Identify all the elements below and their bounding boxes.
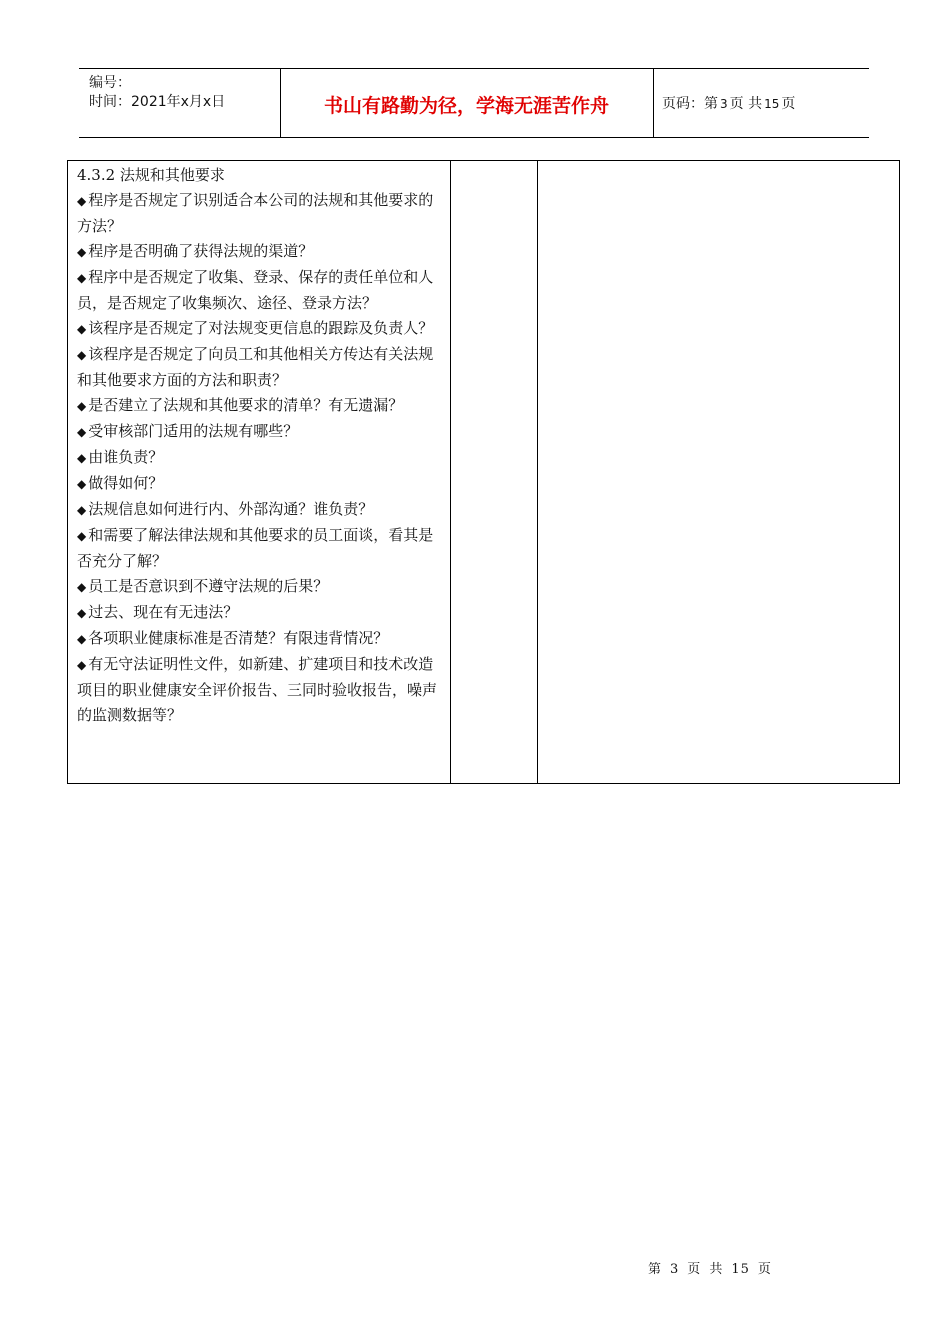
checklist-item [77, 497, 442, 523]
checklist-item-text: 和需要了解法律法规和其他要求的员工面谈，看其是否充分了解？ [77, 526, 434, 570]
checklist-item [77, 342, 442, 393]
checklist-item [77, 523, 442, 574]
diamond-bullet-icon: ◆ [77, 348, 87, 362]
checklist-item [77, 316, 442, 342]
checklist-item [77, 626, 442, 652]
checklist-item-text: 过去、现在有无违法？ [88, 603, 239, 621]
checklist-item-text: 有无守法证明性文件，如新建、扩建项目和技术改造项目的职业健康安全评价报告、三同时验收报告，噪声的监测数据等？ [77, 655, 438, 724]
header-motto: 书山有路勤为径，学海无涯苦作舟 [323, 95, 609, 117]
diamond-bullet-icon: ◆ [77, 425, 87, 439]
section-title: 4.3.2 法规和其他要求 [77, 166, 225, 184]
serial-number-label: 编号： [89, 75, 131, 91]
page-mid: 页 共 [729, 96, 763, 112]
footer-text: 共 [709, 1262, 724, 1277]
footer-page-total: 15 [731, 1262, 750, 1277]
page-header [79, 68, 869, 138]
check-result-cell [451, 161, 538, 784]
checklist-item [77, 471, 442, 497]
page-suffix: 页 [781, 96, 796, 112]
page-total: 15 [764, 97, 780, 111]
footer-page-current: 3 [670, 1262, 680, 1277]
checklist-item-text: 受审核部门适用的法规有哪些？ [88, 422, 299, 440]
checklist-item-text: 该程序是否规定了对法规变更信息的跟踪及负责人？ [88, 319, 434, 337]
diamond-bullet-icon: ◆ [77, 658, 87, 672]
checklist-item [77, 445, 442, 471]
date-text: 时间：2021年x月x日 [89, 94, 226, 110]
checklist-content [68, 161, 450, 728]
diamond-bullet-icon: ◆ [77, 529, 87, 543]
checklist-item-text: 各项职业健康标准是否清楚？有限违背情况？ [88, 629, 389, 647]
diamond-bullet-icon: ◆ [77, 503, 87, 517]
table-row [68, 161, 900, 784]
checklist-item [77, 188, 442, 239]
checklist-item-text: 员工是否意识到不遵守法规的后果？ [88, 577, 329, 595]
diamond-bullet-icon: ◆ [77, 451, 87, 465]
diamond-bullet-icon: ◆ [77, 245, 87, 259]
diamond-bullet-icon: ◆ [77, 399, 87, 413]
checklist-item-text: 该程序是否规定了向员工和其他相关方传达有关法规和其他要求方面的方法和职责？ [77, 345, 434, 389]
diamond-bullet-icon: ◆ [77, 271, 87, 285]
checklist-item [77, 600, 442, 626]
header-page-number [662, 93, 795, 113]
diamond-bullet-icon: ◆ [77, 322, 87, 336]
checklist-item [77, 265, 442, 316]
page-footer [648, 1258, 780, 1277]
footer-text: 页 [687, 1262, 702, 1277]
diamond-bullet-icon: ◆ [77, 580, 87, 594]
checklist-item-text: 由谁负责？ [88, 448, 164, 466]
checklist-item [77, 419, 442, 445]
checklist-questions-cell [68, 161, 451, 784]
checklist-item-text: 程序中是否规定了收集、登录、保存的责任单位和人员，是否规定了收集频次、途径、登录方法？ [77, 268, 434, 312]
checklist-item-text: 做得如何？ [88, 474, 164, 492]
footer-text: 第 [648, 1262, 663, 1277]
diamond-bullet-icon: ◆ [77, 606, 87, 620]
checklist-item [77, 393, 442, 419]
diamond-bullet-icon: ◆ [77, 194, 87, 208]
checklist-item-text: 程序是否规定了识别适合本公司的法规和其他要求的方法？ [77, 191, 434, 235]
checklist-item-text: 程序是否明确了获得法规的渠道？ [88, 242, 314, 260]
diamond-bullet-icon: ◆ [77, 477, 87, 491]
checklist-item [77, 239, 442, 265]
page-prefix: 页码：第 [662, 96, 718, 112]
checklist-item-text: 是否建立了法规和其他要求的清单？有无遗漏？ [88, 396, 404, 414]
footer-text: 页 [757, 1262, 772, 1277]
remarks-cell [538, 161, 900, 784]
diamond-bullet-icon: ◆ [77, 632, 87, 646]
page-current: 3 [720, 97, 728, 111]
header-info-cell [79, 69, 281, 137]
checklist-item [77, 652, 442, 728]
audit-checklist-table [67, 160, 900, 784]
checklist-item-text: 法规信息如何进行内、外部沟通？谁负责？ [88, 500, 374, 518]
checklist-item [77, 574, 442, 600]
header-motto-cell [280, 69, 654, 137]
